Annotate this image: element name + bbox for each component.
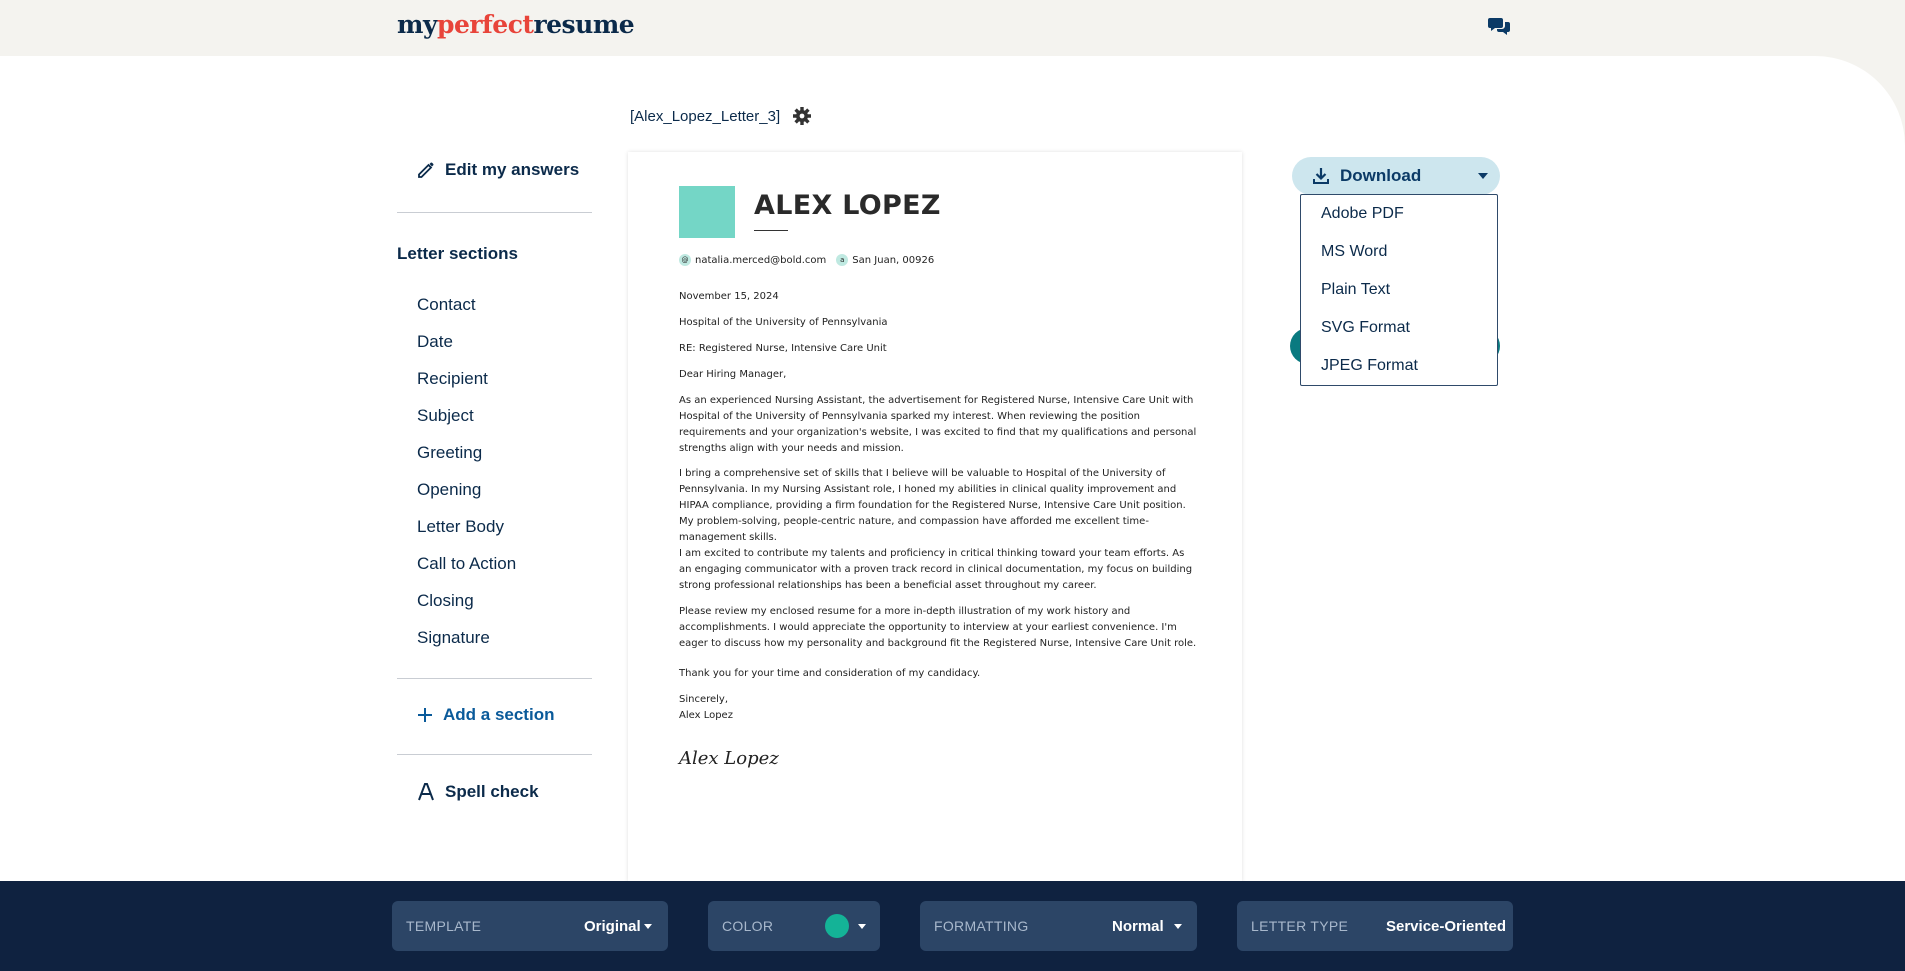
letter-contact — [679, 254, 934, 266]
download-option-svg[interactable]: SVG Format — [1321, 319, 1410, 336]
letter-recipient: Hospital of the University of Pennsylvania — [679, 317, 888, 328]
sidebar-item-greeting[interactable]: Greeting — [417, 443, 483, 462]
letter-call-to-action: Please review my enclosed resume for a more in-depth illustration of my work history and accomplishments. I would appreciate the opportunity to interview at your earliest convenience. I'm eager to discuss how my personality and background fit the Registered Nurse, Intensive Care Unit role. — [679, 606, 1197, 649]
sidebar-item-signature[interactable]: Signature — [417, 628, 490, 647]
template-selector[interactable] — [392, 901, 668, 951]
download-option-text[interactable]: Plain Text — [1321, 281, 1391, 298]
letter-sections-list — [417, 290, 516, 660]
spell-check-button[interactable] — [417, 782, 539, 802]
chevron-down-icon — [858, 924, 866, 929]
chevron-down-icon — [644, 924, 652, 929]
pencil-icon — [417, 161, 435, 179]
sidebar-divider — [397, 754, 592, 755]
spell-check-label: Spell check — [445, 782, 539, 801]
download-menu — [1300, 194, 1498, 386]
letter-opening: As an experienced Nursing Assistant, the advertisement for Registered Nurse, Intensive Care Unit with Hospital of the University of Pennsylvania sparked my interest. When reviewing the position requirements and your organization's website, I was excited to find that my qualifications and personal strengths align with your needs and mission. — [679, 395, 1197, 454]
chevron-down-icon — [1478, 173, 1488, 179]
add-section-button[interactable] — [417, 705, 554, 725]
letter-thanks: Thank you for your time and consideration of my candidacy. — [679, 668, 981, 679]
document-name-label: [Alex_Lopez_Letter_3] — [630, 107, 781, 125]
formatting-selector[interactable] — [920, 901, 1197, 951]
letter-preview[interactable] — [628, 152, 1242, 882]
spell-check-icon — [417, 783, 435, 801]
sidebar-item-opening[interactable]: Opening — [417, 480, 482, 499]
template-label: TEMPLATE — [406, 918, 482, 934]
letter-email: natalia.merced@bold.com — [695, 254, 827, 266]
download-label: Download — [1340, 166, 1422, 185]
logo-part-my: my — [397, 10, 437, 39]
formatting-label: FORMATTING — [934, 918, 1029, 934]
sidebar-item-contact[interactable]: Contact — [417, 295, 476, 314]
letter-type-selector[interactable] — [1237, 901, 1513, 951]
letter-greeting: Dear Hiring Manager, — [679, 369, 787, 380]
document-name[interactable] — [630, 106, 812, 126]
download-option-jpeg[interactable]: JPEG Format — [1321, 357, 1418, 374]
letter-closing-name: Alex Lopez — [679, 710, 733, 721]
edit-answers-button[interactable] — [417, 160, 579, 180]
sidebar-divider — [397, 678, 592, 679]
sidebar-item-subject[interactable]: Subject — [417, 406, 474, 425]
sidebar-item-call-to-action[interactable]: Call to Action — [417, 554, 517, 573]
color-selector[interactable] — [708, 901, 880, 951]
email-icon: @ — [679, 254, 691, 266]
sidebar-item-recipient[interactable]: Recipient — [417, 369, 488, 388]
formatting-value: Normal — [1112, 917, 1164, 935]
location-icon: a — [836, 254, 848, 266]
add-section-label: Add a section — [443, 705, 555, 724]
logo-part-resume: resume — [533, 10, 635, 39]
chat-bubbles-icon[interactable] — [1488, 16, 1510, 36]
letter-body-paragraph: I bring a comprehensive set of skills that I believe will be valuable to Hospital of the University of Pennsylvania. In my Nursing Assistant role, I honed my abilities in clinical quality improvement and HIPAA compliance, providing a firm foundation for the Registered Nurse, Intensive Care Unit position. My problem-solving, people-centric nature, and compassion have afforded me excellent time-management skills. — [679, 468, 1186, 543]
letter-signature: Alex Lopez — [679, 748, 779, 769]
letter-location: San Juan, 00926 — [852, 254, 935, 266]
letter-type-value: Service-Oriented — [1386, 917, 1507, 935]
color-label: COLOR — [722, 918, 774, 934]
letter-name: ALEX LOPEZ — [754, 190, 941, 221]
plus-icon — [417, 707, 433, 723]
color-dot — [825, 914, 849, 938]
download-option-pdf[interactable]: Adobe PDF — [1321, 205, 1404, 222]
download-button[interactable] — [1292, 157, 1500, 195]
logo[interactable] — [397, 10, 634, 39]
color-swatch-block — [679, 186, 735, 238]
template-value: Original — [584, 917, 641, 935]
edit-answers-label: Edit my answers — [445, 160, 580, 179]
chevron-down-icon — [1174, 924, 1182, 929]
letter-date: November 15, 2024 — [679, 291, 779, 302]
top-header — [0, 0, 1905, 56]
letter-sections-title: Letter sections — [397, 244, 518, 263]
sidebar-item-date[interactable]: Date — [417, 332, 453, 351]
logo-part-perfect: perfect — [436, 10, 534, 39]
name-underline — [754, 230, 788, 231]
download-option-word[interactable]: MS Word — [1321, 243, 1388, 260]
download-icon — [1312, 167, 1330, 185]
letter-closing: Sincerely, — [679, 694, 729, 705]
sidebar-item-letter-body[interactable]: Letter Body — [417, 517, 504, 536]
gear-icon[interactable] — [792, 106, 812, 126]
letter-type-label: LETTER TYPE — [1251, 918, 1349, 934]
sidebar-divider — [397, 212, 592, 213]
letter-subject: RE: Registered Nurse, Intensive Care Unit — [679, 343, 887, 354]
sidebar-item-closing[interactable]: Closing — [417, 591, 474, 610]
letter-body-paragraph: I am excited to contribute my talents and proficiency in critical thinking toward your team efforts. As an engaging communicator with a proven track record in clinical documentation, my focus on building strong professional relationships has been a beneficial asset throughout my career. — [679, 548, 1193, 591]
